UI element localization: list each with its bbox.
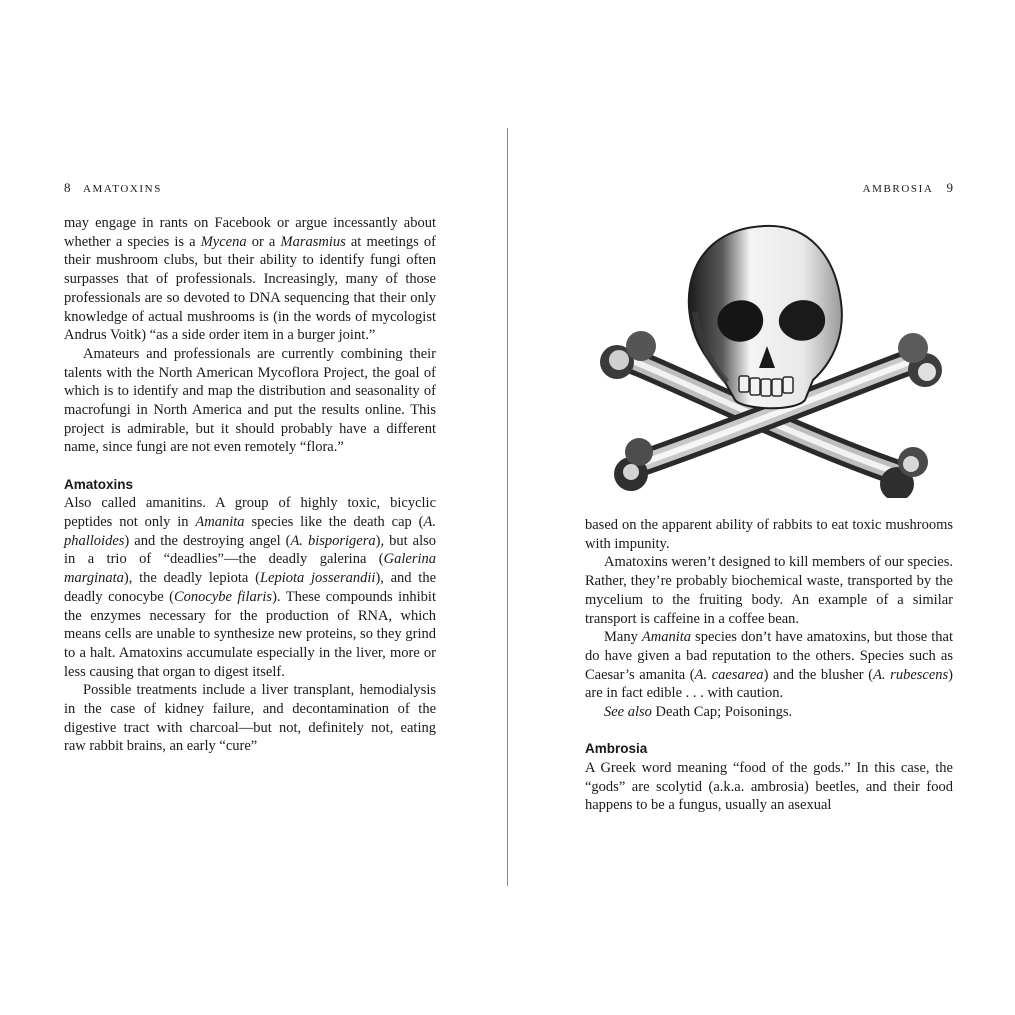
paragraph [585,553,953,628]
text-run: Many [604,629,642,646]
paragraph [64,214,436,345]
text-run: Amatoxins weren’t designed to kill members of our species. Rather, they’re probably biochemical waste, transported by the mycelium to the fruiting body. An example of a similar transport is caffeine in a coffee bean. [585,554,953,627]
skull [689,226,842,408]
right-running-head [585,180,953,196]
right-running-head-title: AMBROSIA [862,183,934,195]
paragraph [64,494,436,681]
text-run: at meetings of their mushroom clubs, but their ability to identify fungi often surpasses that of professionals. Increasingly, many of those professionals are so devoted to DNA sequencing that their only knowledge of actual mushrooms is (in the words of mycologist Andrus Voitk) “as a side order item in a burger joint.” [64,233,436,344]
text-run: ). These compounds inhibit the enzymes necessary for the production of RNA, which means cells are unable to synthesize new proteins, so they grind to a halt. Amatoxins accumulate especially in the liver, more or less causing that organ to digest itself. [64,588,436,680]
italic-run: Marasmius [280,233,346,250]
paragraph [585,759,953,815]
text-run: ), the deadly lepiota ( [123,570,260,587]
text-run: species like the death cap ( [244,514,424,531]
text-run: Also called amanitins. A group of highly toxic, bicyclic peptides not only in [64,495,436,531]
paragraph [64,345,436,457]
entry-heading-amatoxins: Amatoxins [64,476,134,492]
text-run: ) are in fact edible . . . with caution. [585,666,953,702]
paragraph [64,681,436,756]
left-running-head [64,180,436,196]
italic-run: A. bisporigera [290,532,376,549]
page-gutter-divider [507,128,508,886]
skull-and-crossbones-icon [595,222,945,498]
italic-run: See also [604,704,652,721]
text-run: ) and the blusher ( [763,666,874,683]
italic-run: Amanita [641,629,692,646]
text-run: Death Cap; Poisonings. [651,704,793,721]
italic-run: Amanita [195,514,245,531]
text-run: Amateurs and professionals are currently combining their talents with the North American Mycoflora Project, the goal of which is to identify and map the distribution and seasonality of macrofungi in North America and put the results online. This project is admirable, but it should probably have a different name, since fungi are not even remotely “flora.” [64,345,436,456]
paragraph [585,628,953,703]
paragraph [585,703,953,722]
paragraph [585,516,953,553]
text-run: species don’t have amatoxins, but those that do have given a bad reputation to the others. Species such as Caesar’s amanita ( [585,629,953,683]
text-run: A Greek word meaning “food of the gods.” In this case, the “gods” are scolytid (a.k.a. ambrosia) beetles, and their food happens to be a fungus, usually an asexual [585,759,953,814]
text-run: Possible treatments include a liver transplant, hemodialysis in the case of kidney failure, and decontamination of the digestive tract with charcoal—but not, definitely not, eating raw rabbit brains, an early “cure” [64,682,436,755]
text-run: ), but also in a trio of “deadlies”—the deadly galerina ( [64,532,437,568]
italic-run: A. phalloides [64,514,436,549]
text-run: or a [246,233,281,250]
left-page-number: 8 [64,180,71,195]
italic-run: A. caesarea [694,666,764,683]
left-body-text [64,214,436,756]
italic-run: Galerina marginata [64,551,436,587]
italic-run: Conocybe filaris [173,588,273,605]
text-run: ), and the deadly conocybe ( [64,570,437,605]
entry-heading-ambrosia: Ambrosia [585,741,648,757]
text-run: based on the apparent ability of rabbits to eat toxic mushrooms with impunity. [585,517,953,552]
text-run: ) and the destroying angel ( [124,532,291,549]
right-page-number: 9 [946,180,953,195]
right-body-text [585,516,953,815]
italic-run: A. rubescens [873,666,949,683]
text-run: may engage in rants on Facebook or argue incessantly about whether a species is a [64,215,436,250]
left-running-head-title: AMATOXINS [82,183,162,195]
italic-run: Mycena [200,233,247,250]
italic-run: Lepiota josserandii [259,570,376,587]
